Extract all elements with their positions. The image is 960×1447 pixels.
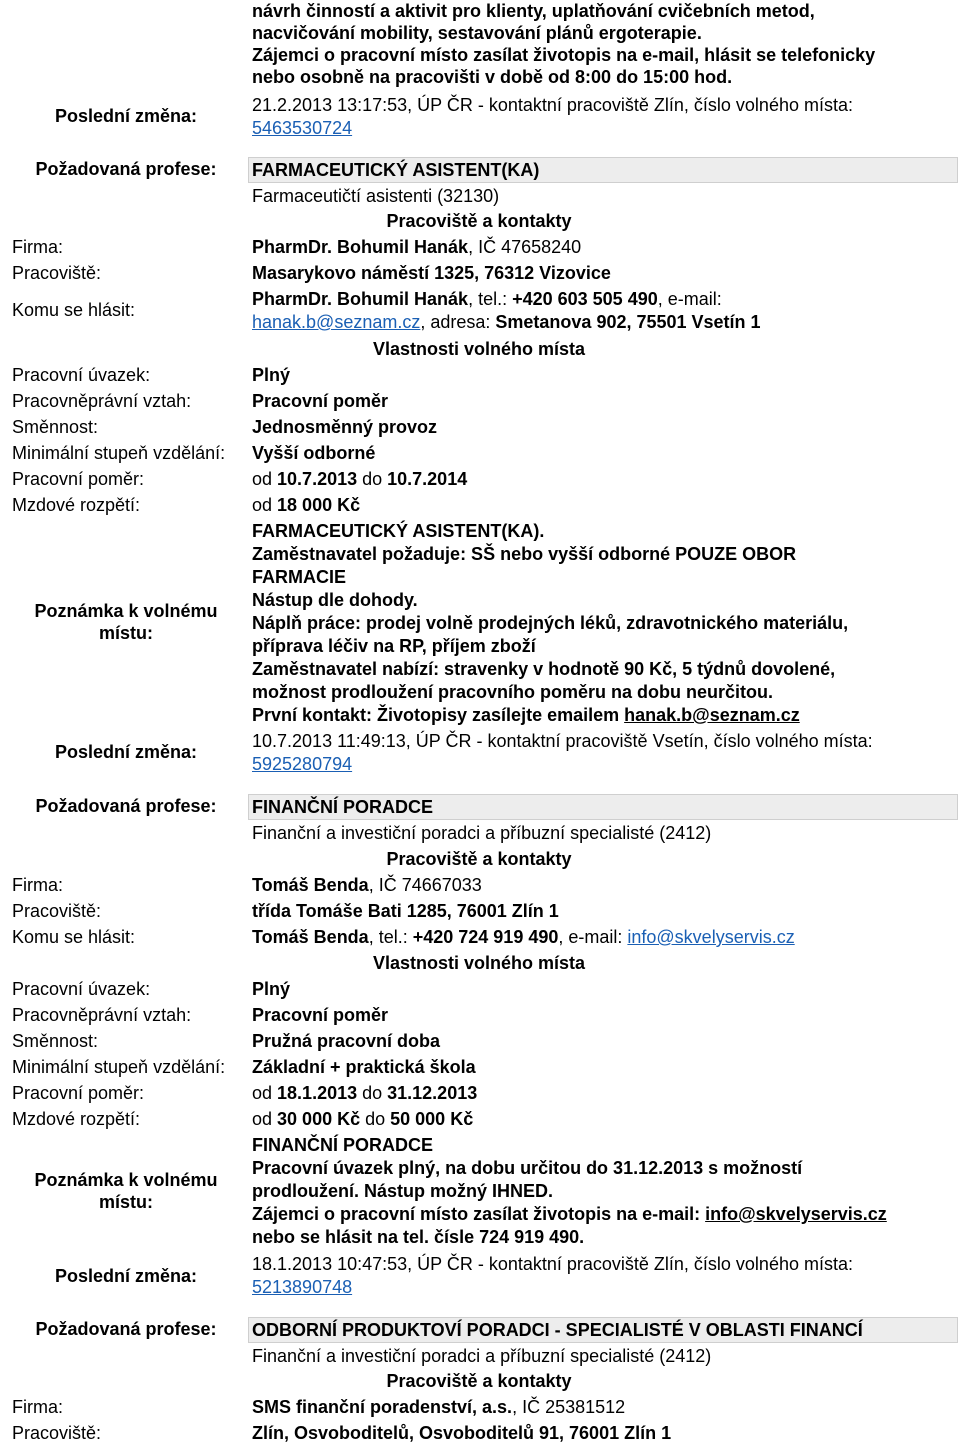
education-label: Minimální stupeň vzdělání:: [12, 1057, 226, 1077]
section-vacancy-properties: Vlastnosti volného místa: [372, 953, 586, 973]
contact-line-1: [252, 288, 722, 310]
company-ic: , IČ 74667033: [368, 875, 482, 895]
vacancy-note: [252, 520, 958, 727]
previous-listing-note: [252, 0, 952, 88]
employment-type-label: Pracovněprávní vztah:: [12, 1005, 192, 1025]
tel-label: , tel.:: [368, 927, 413, 947]
contact-address: Smetanova 902, 75501 Vsetín 1: [495, 312, 761, 332]
contact-line-1: [252, 926, 795, 948]
contact-phone: +420 603 505 490: [512, 289, 658, 309]
company-ic: , IČ 25381512: [512, 1397, 626, 1417]
note-line: návrh činností a aktivit pro klienty, uplatňování cvičebních metod,: [252, 1, 815, 21]
from-label: od: [252, 1083, 278, 1103]
note-line: Pracovní úvazek plný, na dobu určitou do 31.12.2013 s možností: [252, 1158, 803, 1178]
note-line: Náplň práce: prodej volně prodejných léků, zdravotnického materiálu,: [252, 613, 849, 633]
shift-value: Jednosměnný provoz: [252, 417, 438, 437]
from-date: 10.7.2013: [277, 469, 358, 489]
education-label: Minimální stupeň vzdělání:: [12, 443, 226, 463]
salary-value: [252, 494, 360, 516]
note-text: Zájemci o pracovní místo zasílat životopis na e-mail:: [252, 1204, 706, 1224]
profession-title: FARMACEUTICKÝ ASISTENT(KA): [252, 160, 540, 180]
note-line: příprava léčiv na RP, příjem zboží: [252, 636, 536, 656]
section-workplace-contacts: Pracoviště a kontakty: [386, 1371, 572, 1391]
required-profession-label: Požadovaná profese:: [35, 159, 217, 179]
to-date: 31.12.2013: [387, 1083, 478, 1103]
note-line: Nástup dle dohody.: [252, 590, 418, 610]
workplace-value: Masarykovo náměstí 1325, 76312 Vizovice: [252, 263, 611, 283]
note-line: FARMACEUTICKÝ ASISTENT(KA).: [252, 521, 545, 541]
salary-min: 30 000 Kč: [277, 1109, 361, 1129]
email-label: , e-mail:: [657, 289, 722, 309]
to-date: 10.7.2014: [387, 469, 468, 489]
last-change-label: Poslední změna:: [54, 106, 198, 126]
workload-label: Pracovní úvazek:: [12, 979, 151, 999]
contact-email-link[interactable]: hanak.b@seznam.cz: [252, 312, 421, 332]
profession-title: FINANČNÍ PORADCE: [252, 797, 434, 817]
from-label: od: [252, 1109, 278, 1129]
note-label-line: Poznámka k volnému: [34, 601, 218, 621]
tel-label: , tel.:: [468, 289, 513, 309]
company-name: PharmDr. Bohumil Hanák: [252, 237, 469, 257]
to-label: do: [357, 1083, 388, 1103]
contact-name: PharmDr. Bohumil Hanák: [252, 289, 469, 309]
address-label: , adresa:: [420, 312, 496, 332]
last-change-label: Poslední změna:: [54, 1266, 198, 1286]
vacancy-number-link[interactable]: 5463530724: [252, 118, 353, 138]
from-date: 18.1.2013: [277, 1083, 358, 1103]
workplace-value: Zlín, Osvoboditelů, Osvoboditelů 91, 76001 Zlín 1: [252, 1423, 672, 1443]
section-workplace-contacts: Pracoviště a kontakty: [386, 849, 572, 869]
section-workplace-contacts: Pracoviště a kontakty: [386, 211, 572, 231]
employment-period-value: [252, 468, 467, 490]
email-label: , e-mail:: [558, 927, 628, 947]
note-line: nebo se hlásit na tel. čísle 724 919 490.: [252, 1227, 585, 1247]
employment-type-value: Pracovní poměr: [252, 391, 389, 411]
company-ic: , IČ 47658240: [468, 237, 582, 257]
note-line: FARMACIE: [252, 567, 346, 587]
vacancy-note: [252, 1134, 958, 1249]
profession-category: Farmaceutičtí asistenti (32130): [252, 186, 500, 206]
note-email-link[interactable]: info@skvelyservis.cz: [705, 1204, 887, 1224]
workplace-label: Pracoviště:: [12, 901, 102, 921]
education-value: Vyšší odborné: [252, 443, 376, 463]
education-value: Základní + praktická škola: [252, 1057, 476, 1077]
vacancy-number-link[interactable]: 5925280794: [252, 754, 353, 774]
employment-type-value: Pracovní poměr: [252, 1005, 389, 1025]
note-label-line: místu:: [99, 1192, 153, 1212]
note-line: prodloužení. Nástup možný IHNED.: [252, 1181, 554, 1201]
employment-period-label: Pracovní poměr:: [12, 1083, 145, 1103]
contact-line-2: [252, 311, 761, 333]
to-label: do: [360, 1109, 391, 1129]
workplace-label: Pracoviště:: [12, 263, 102, 283]
contact-phone: +420 724 919 490: [412, 927, 559, 947]
contact-label: Komu se hlásit:: [12, 300, 136, 320]
last-change-value: 10.7.2013 11:49:13, ÚP ČR - kontaktní pracoviště Vsetín, číslo volného místa:: [252, 731, 873, 751]
note-text: První kontakt: Životopisy zasílejte emailem: [252, 705, 625, 725]
shift-label: Směnnost:: [12, 1031, 99, 1051]
from-label: od: [252, 469, 278, 489]
profession-title: ODBORNÍ PRODUKTOVÍ PORADCI - SPECIALISTÉ V OBLASTI FINANCÍ: [252, 1320, 863, 1340]
company-value: [252, 1396, 625, 1418]
workload-value: Plný: [252, 365, 291, 385]
note-line: FINANČNÍ PORADCE: [252, 1135, 434, 1155]
company-value: [252, 874, 482, 896]
required-profession-label: Požadovaná profese:: [35, 1319, 217, 1339]
note-line: možnost prodloužení pracovního poměru na dobu neurčitou.: [252, 682, 773, 702]
last-change-value: 18.1.2013 10:47:53, ÚP ČR - kontaktní pracoviště Zlín, číslo volného místa:: [252, 1254, 853, 1274]
company-name: SMS finanční poradenství, a.s.: [252, 1397, 513, 1417]
last-change-label: Poslední změna:: [54, 742, 198, 762]
employment-type-label: Pracovněprávní vztah:: [12, 391, 192, 411]
company-label: Firma:: [12, 1397, 63, 1417]
employment-period-value: [252, 1082, 477, 1104]
contact-email-link[interactable]: info@skvelyservis.cz: [627, 927, 795, 947]
from-label: od: [252, 495, 278, 515]
shift-label: Směnnost:: [12, 417, 99, 437]
profession-category: Finanční a investiční poradci a příbuzní specialisté (2412): [252, 1346, 712, 1366]
note-line: Zaměstnavatel nabízí: stravenky v hodnotě 90 Kč, 5 týdnů dovolené,: [252, 659, 836, 679]
company-value: [252, 236, 581, 258]
note-label: [12, 600, 240, 644]
workplace-label: Pracoviště:: [12, 1423, 102, 1443]
profession-category: Finanční a investiční poradci a příbuzní specialisté (2412): [252, 823, 712, 843]
company-label: Firma:: [12, 875, 63, 895]
company-name: Tomáš Benda: [252, 875, 369, 895]
workplace-value: třída Tomáše Bati 1285, 76001 Zlín 1: [252, 901, 559, 921]
salary-max: 50 000 Kč: [390, 1109, 474, 1129]
note-line: Zájemci o pracovní místo zasílat životopis na e-mail, hlásit se telefonicky: [252, 45, 876, 65]
note-line: [252, 704, 958, 727]
salary-label: Mzdové rozpětí:: [12, 495, 141, 515]
contact-label: Komu se hlásit:: [12, 927, 136, 947]
employment-period-label: Pracovní poměr:: [12, 469, 145, 489]
note-email-link[interactable]: hanak.b@seznam.cz: [624, 705, 800, 725]
note-line: nacvičování mobility, sestavování plánů ergoterapie.: [252, 23, 702, 43]
workload-value: Plný: [252, 979, 291, 999]
note-line: [252, 1203, 958, 1226]
last-change-value: 21.2.2013 13:17:53, ÚP ČR - kontaktní pracoviště Zlín, číslo volného místa:: [252, 95, 853, 115]
shift-value: Pružná pracovní doba: [252, 1031, 441, 1051]
note-label-line: místu:: [99, 623, 153, 643]
salary-label: Mzdové rozpětí:: [12, 1109, 141, 1129]
note-line: Zaměstnavatel požaduje: SŠ nebo vyšší odborné POUZE OBOR: [252, 544, 797, 564]
required-profession-label: Požadovaná profese:: [35, 796, 217, 816]
salary-amount: 18 000 Kč: [277, 495, 361, 515]
section-vacancy-properties: Vlastnosti volného místa: [372, 339, 586, 359]
company-label: Firma:: [12, 237, 63, 257]
vacancy-number-link[interactable]: 5213890748: [252, 1277, 353, 1297]
workload-label: Pracovní úvazek:: [12, 365, 151, 385]
note-label-line: Poznámka k volnému: [34, 1170, 218, 1190]
salary-value: [252, 1108, 473, 1130]
note-label: [12, 1169, 240, 1213]
to-label: do: [357, 469, 388, 489]
note-line: nebo osobně na pracovišti v době od 8:00 do 15:00 hod.: [252, 67, 733, 87]
contact-name: Tomáš Benda: [252, 927, 369, 947]
